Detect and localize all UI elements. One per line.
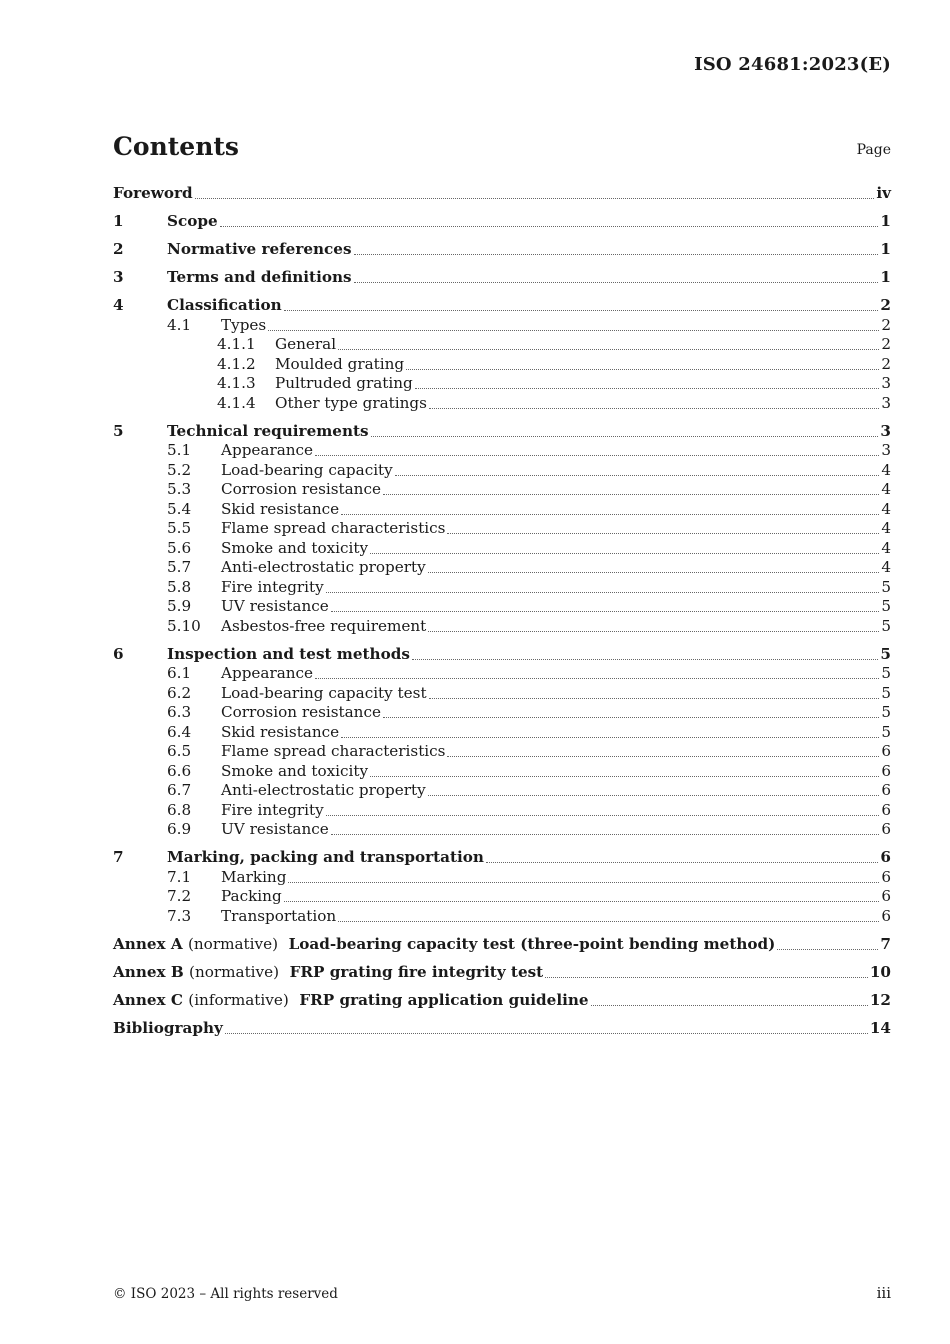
toc-entry[interactable] bbox=[113, 820, 891, 840]
toc-entry-title: Classification bbox=[167, 296, 282, 314]
toc-entry-number: 4.1.2 bbox=[217, 354, 256, 373]
dot-leader bbox=[406, 368, 879, 370]
toc-entry[interactable] bbox=[113, 963, 891, 982]
toc-entry-number: 6.9 bbox=[167, 820, 192, 838]
toc-entry-number: 5.10 bbox=[167, 616, 201, 635]
toc-entry[interactable] bbox=[113, 374, 891, 394]
toc-entry-title: Marking bbox=[221, 867, 287, 886]
toc-entry-page: 6 bbox=[880, 848, 891, 866]
page-number: iii bbox=[876, 1284, 891, 1302]
copyright-notice: © ISO 2023 – All rights reserved bbox=[113, 1286, 338, 1302]
dot-leader bbox=[284, 900, 880, 902]
dot-leader bbox=[383, 716, 879, 718]
toc-entry-page: 2 bbox=[881, 354, 891, 373]
toc-entry-page: 1 bbox=[880, 240, 891, 258]
toc-entry-page: 6 bbox=[881, 781, 891, 799]
toc-entry-title: Inspection and test methods bbox=[167, 644, 410, 663]
toc-entry-title: Terms and definitions bbox=[167, 268, 352, 286]
dot-leader bbox=[288, 881, 879, 883]
toc-entry-title: Technical requirements bbox=[167, 421, 369, 440]
toc-entry[interactable] bbox=[113, 800, 891, 820]
toc-entry-number: 7 bbox=[113, 848, 124, 866]
toc-entry[interactable] bbox=[113, 558, 891, 578]
toc-entry-title: Anti-electrostatic property bbox=[221, 558, 426, 576]
dot-leader bbox=[220, 225, 879, 227]
annex-title: Load-bearing capacity test (three-point bending method) bbox=[288, 934, 776, 953]
dot-leader bbox=[326, 814, 880, 816]
dot-leader bbox=[331, 833, 880, 835]
toc-entry-title: Scope bbox=[167, 212, 218, 230]
toc-entry-number: 5.9 bbox=[167, 597, 192, 615]
toc-entry-title: Foreword bbox=[113, 184, 193, 202]
toc-entry-number: 6.2 bbox=[167, 683, 192, 702]
toc-entry-page: 5 bbox=[881, 722, 891, 741]
dot-leader bbox=[591, 1004, 868, 1006]
toc-entry-title: Flame spread characteristics bbox=[221, 742, 446, 760]
toc-entry[interactable] bbox=[113, 935, 891, 954]
toc-entry-number: 1 bbox=[113, 212, 124, 230]
dot-leader bbox=[331, 610, 880, 612]
toc-entry-title: Transportation bbox=[221, 906, 337, 925]
dot-leader bbox=[315, 454, 879, 456]
toc-entry[interactable] bbox=[113, 538, 891, 558]
toc-entry-number: 6.4 bbox=[167, 722, 192, 741]
toc-entry-number: 5.7 bbox=[167, 558, 192, 576]
toc-entry-number: 6.6 bbox=[167, 761, 192, 780]
toc-entry-page: 4 bbox=[881, 538, 891, 557]
toc-entry[interactable] bbox=[113, 354, 891, 374]
toc-entry-title: Load-bearing capacity test bbox=[221, 683, 427, 702]
toc-entry[interactable] bbox=[113, 683, 891, 703]
toc-entry-number: 4.1 bbox=[167, 315, 192, 334]
toc-entry-title: Smoke and toxicity bbox=[221, 761, 369, 780]
toc-entry[interactable] bbox=[113, 460, 891, 480]
document-id: ISO 24681:2023(E) bbox=[694, 54, 891, 75]
toc-entry[interactable] bbox=[113, 441, 891, 461]
toc-entry[interactable] bbox=[113, 616, 891, 636]
dot-leader bbox=[268, 329, 879, 331]
toc-entry[interactable] bbox=[113, 781, 891, 801]
toc-entry-title: Appearance bbox=[221, 441, 314, 459]
toc-entry-page: 3 bbox=[880, 421, 891, 440]
toc-entry-number: 2 bbox=[113, 240, 124, 258]
toc-entry[interactable] bbox=[113, 1019, 891, 1038]
dot-leader bbox=[341, 736, 879, 738]
toc-entry-title: Marking, packing and transportation bbox=[167, 848, 484, 866]
toc-entry[interactable] bbox=[113, 296, 891, 315]
toc-entry[interactable] bbox=[113, 645, 891, 664]
toc-entry-page: 1 bbox=[880, 268, 891, 286]
annex-title: FRP grating fire integrity test bbox=[289, 962, 544, 981]
toc-entry-title: Appearance bbox=[221, 664, 314, 682]
toc-entry-title: Other type gratings bbox=[275, 393, 427, 412]
dot-leader bbox=[326, 591, 880, 593]
toc-entry-number: 4.1.4 bbox=[217, 393, 256, 412]
dot-leader bbox=[412, 658, 879, 660]
toc-entry[interactable] bbox=[113, 268, 891, 287]
toc-entry-title: Types bbox=[221, 315, 267, 334]
toc-entry-title: General bbox=[275, 335, 337, 353]
toc-entry[interactable] bbox=[113, 499, 891, 519]
dot-leader bbox=[371, 435, 879, 437]
toc-entry[interactable] bbox=[113, 742, 891, 762]
annex-type: (normative) bbox=[187, 934, 278, 953]
dot-leader bbox=[370, 775, 879, 777]
toc-entry-number: 6.7 bbox=[167, 781, 192, 799]
toc-entry-page: 2 bbox=[881, 335, 891, 353]
toc-entry-page: 2 bbox=[880, 296, 891, 314]
dot-leader bbox=[395, 474, 880, 476]
dot-leader bbox=[429, 407, 879, 409]
dot-leader bbox=[370, 552, 879, 554]
toc-entry-number: 5 bbox=[113, 421, 124, 440]
dot-leader bbox=[338, 920, 879, 922]
toc-entry-page: 3 bbox=[881, 441, 891, 459]
toc-entry-number: 6.8 bbox=[167, 800, 192, 819]
annex-label: Annex C bbox=[113, 990, 183, 1009]
toc-entry-number: 5.6 bbox=[167, 538, 192, 557]
toc-entry-number: 5.4 bbox=[167, 499, 192, 518]
annex-type: (normative) bbox=[189, 962, 280, 981]
toc-entry-number: 5.8 bbox=[167, 577, 192, 596]
dot-leader bbox=[225, 1032, 868, 1034]
toc-entry-page: 7 bbox=[880, 934, 891, 953]
annex-label: Annex A bbox=[113, 934, 183, 953]
dot-leader bbox=[341, 513, 879, 515]
dot-leader bbox=[195, 197, 875, 199]
toc-entry-title: Bibliography bbox=[113, 1018, 223, 1037]
dot-leader bbox=[354, 253, 879, 255]
toc-entry-number: 5.1 bbox=[167, 441, 192, 459]
toc-entry-page: 10 bbox=[869, 962, 891, 981]
toc-entry-page: 6 bbox=[881, 800, 891, 819]
toc-entry-page: 14 bbox=[869, 1018, 891, 1037]
toc-entry-page: 5 bbox=[880, 644, 891, 663]
dot-leader bbox=[338, 348, 879, 350]
toc-entry[interactable] bbox=[113, 240, 891, 259]
toc-entry-title: Load-bearing capacity bbox=[221, 460, 393, 479]
toc-entry-title: Skid resistance bbox=[221, 722, 340, 741]
toc-entry-number: 7.2 bbox=[167, 887, 192, 905]
toc-entry-number: 4.1.3 bbox=[217, 374, 256, 392]
toc-entry[interactable] bbox=[113, 848, 891, 867]
toc-entry-page: 4 bbox=[881, 519, 891, 537]
dot-leader bbox=[447, 532, 879, 534]
toc-entry-page: 6 bbox=[881, 742, 891, 760]
dot-leader bbox=[447, 755, 879, 757]
toc-entry[interactable] bbox=[113, 422, 891, 441]
annex-label: Annex B bbox=[113, 962, 184, 981]
toc-entry-title: Flame spread characteristics bbox=[221, 519, 446, 537]
toc-entry-title: Packing bbox=[221, 887, 282, 905]
dot-leader bbox=[428, 794, 880, 796]
toc-entry-page: 4 bbox=[881, 480, 891, 498]
dot-leader bbox=[428, 630, 879, 632]
toc-entry-page: 12 bbox=[869, 990, 891, 1009]
toc-entry-number: 3 bbox=[113, 268, 124, 286]
toc-entry-page: 4 bbox=[881, 558, 891, 576]
toc-entry-page: 5 bbox=[881, 616, 891, 635]
contents-title: Contents bbox=[113, 132, 240, 161]
table-of-contents bbox=[113, 184, 891, 1038]
annex-type: (informative) bbox=[188, 990, 289, 1009]
page-column-label: Page bbox=[856, 142, 891, 158]
toc-entry-page: 5 bbox=[881, 703, 891, 721]
toc-entry[interactable] bbox=[113, 577, 891, 597]
toc-entry[interactable] bbox=[113, 519, 891, 539]
toc-entry-title: Corrosion resistance bbox=[221, 703, 381, 721]
dot-leader bbox=[284, 309, 879, 311]
toc-entry[interactable] bbox=[113, 664, 891, 684]
toc-entry[interactable] bbox=[113, 722, 891, 742]
toc-entry-number: 6.3 bbox=[167, 703, 192, 721]
toc-entry-page: 6 bbox=[881, 820, 891, 838]
toc-entry-title: UV resistance bbox=[221, 820, 329, 838]
toc-entry-number: 6.5 bbox=[167, 742, 192, 760]
toc-entry-page: 3 bbox=[881, 393, 891, 412]
toc-entry-title: Normative references bbox=[167, 240, 352, 258]
toc-entry[interactable] bbox=[113, 906, 891, 926]
toc-entry-page: 1 bbox=[880, 212, 891, 230]
toc-entry-page: 4 bbox=[881, 460, 891, 479]
toc-entry-page: 5 bbox=[881, 597, 891, 615]
toc-entry[interactable] bbox=[113, 761, 891, 781]
toc-entry-number: 5.5 bbox=[167, 519, 192, 537]
toc-entry-page: 5 bbox=[881, 577, 891, 596]
toc-entry-title: Asbestos-free requirement bbox=[221, 616, 427, 635]
toc-entry-page: 2 bbox=[881, 315, 891, 334]
toc-entry-page: iv bbox=[876, 184, 891, 202]
toc-entry[interactable] bbox=[113, 335, 891, 355]
toc-entry-title: Fire integrity bbox=[221, 800, 324, 819]
dot-leader bbox=[354, 281, 879, 283]
toc-entry-page: 6 bbox=[881, 906, 891, 925]
toc-entry[interactable] bbox=[113, 212, 891, 231]
toc-entry-title bbox=[113, 935, 775, 954]
toc-entry[interactable] bbox=[113, 315, 891, 335]
dot-leader bbox=[428, 571, 880, 573]
dot-leader bbox=[315, 677, 879, 679]
toc-entry-title: Corrosion resistance bbox=[221, 480, 381, 498]
toc-entry[interactable] bbox=[113, 597, 891, 617]
toc-entry-title: Pultruded grating bbox=[275, 374, 413, 392]
toc-entry-number: 5.2 bbox=[167, 460, 192, 479]
toc-entry[interactable] bbox=[113, 703, 891, 723]
toc-entry[interactable] bbox=[113, 867, 891, 887]
dot-leader bbox=[429, 697, 880, 699]
toc-entry-title: Skid resistance bbox=[221, 499, 340, 518]
toc-entry-title: Smoke and toxicity bbox=[221, 538, 369, 557]
toc-entry-page: 4 bbox=[881, 499, 891, 518]
dot-leader bbox=[383, 493, 879, 495]
annex-title: FRP grating application guideline bbox=[299, 990, 589, 1009]
toc-entry-number: 5.3 bbox=[167, 480, 192, 498]
toc-entry-number: 7.3 bbox=[167, 906, 192, 925]
toc-entry-page: 5 bbox=[881, 664, 891, 682]
toc-entry-number: 4.1.1 bbox=[217, 335, 256, 353]
toc-entry[interactable] bbox=[113, 184, 891, 203]
toc-entry-page: 3 bbox=[881, 374, 891, 392]
toc-entry-page: 6 bbox=[881, 761, 891, 780]
toc-entry-page: 6 bbox=[881, 867, 891, 886]
dot-leader bbox=[777, 948, 878, 950]
toc-entry[interactable] bbox=[113, 991, 891, 1010]
toc-entry-number: 7.1 bbox=[167, 867, 192, 886]
dot-leader bbox=[486, 861, 878, 863]
toc-entry[interactable] bbox=[113, 393, 891, 413]
toc-entry-number: 4 bbox=[113, 296, 124, 314]
toc-entry-title bbox=[113, 991, 589, 1010]
dot-leader bbox=[415, 387, 880, 389]
dot-leader bbox=[545, 976, 868, 978]
toc-entry[interactable] bbox=[113, 480, 891, 500]
toc-entry-page: 5 bbox=[881, 683, 891, 702]
toc-entry-title: Fire integrity bbox=[221, 577, 324, 596]
toc-entry-number: 6.1 bbox=[167, 664, 192, 682]
toc-entry-title: UV resistance bbox=[221, 597, 329, 615]
toc-entry-title bbox=[113, 963, 543, 982]
toc-entry-page: 6 bbox=[881, 887, 891, 905]
toc-entry[interactable] bbox=[113, 887, 891, 907]
toc-entry-title: Anti-electrostatic property bbox=[221, 781, 426, 799]
toc-entry-title: Moulded grating bbox=[275, 354, 405, 373]
toc-entry-number: 6 bbox=[113, 644, 124, 663]
